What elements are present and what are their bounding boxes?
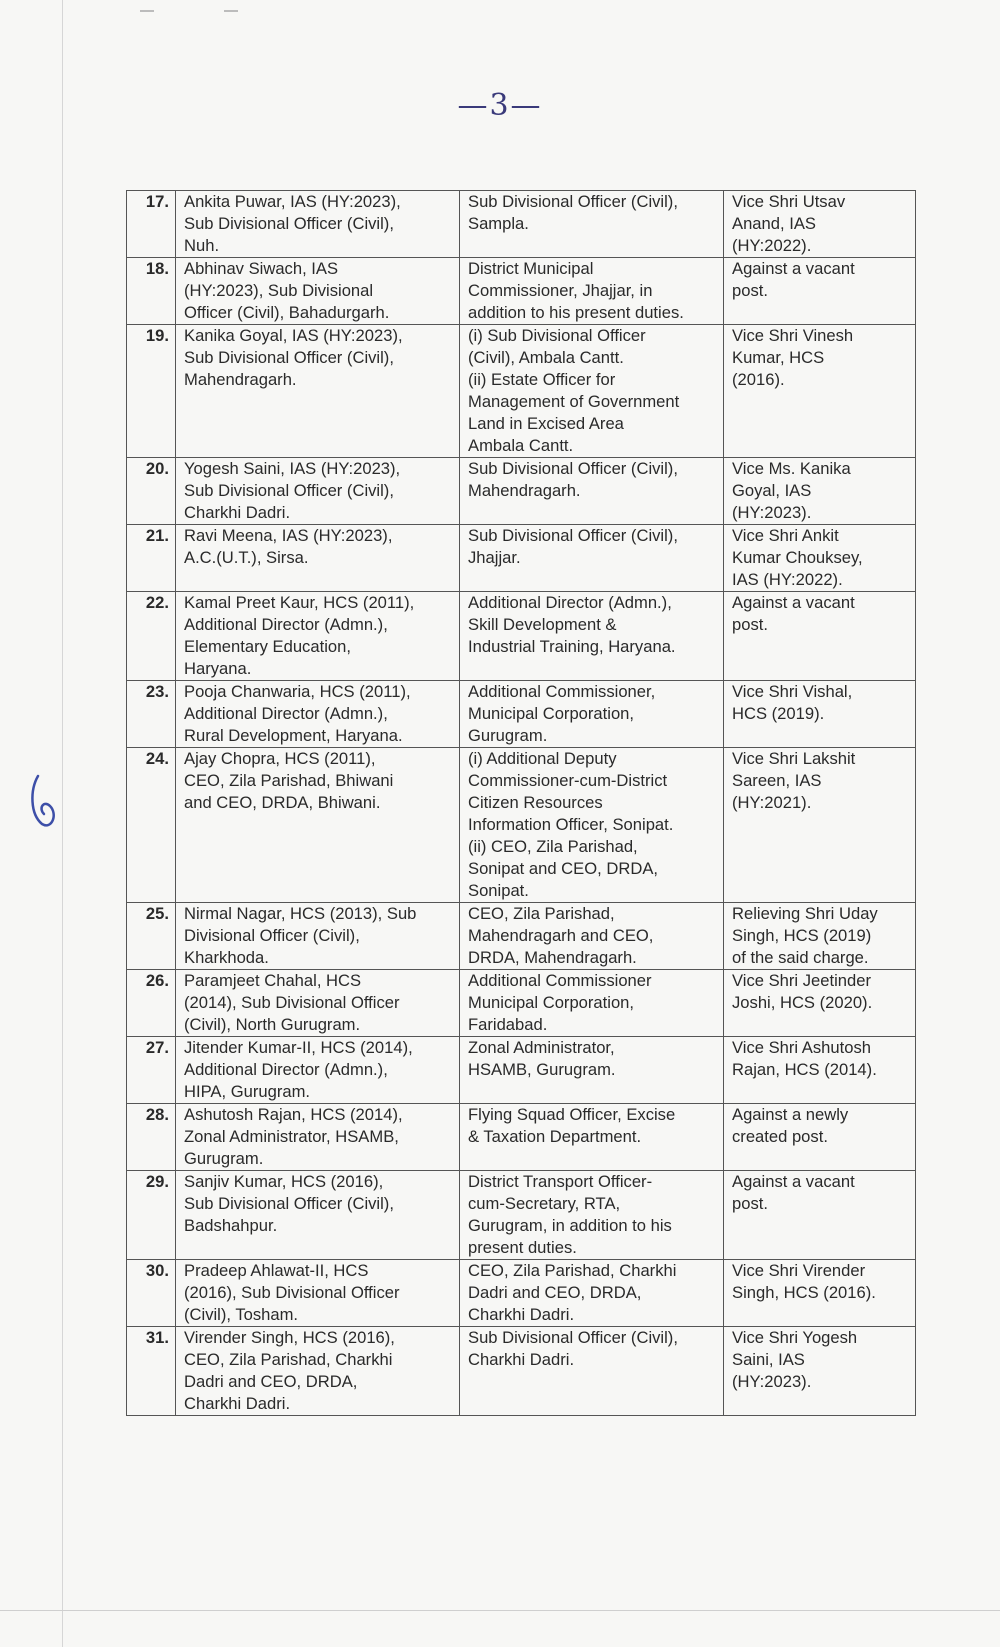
serial-number-cell: 24. — [127, 748, 176, 903]
posting-cell: (i) Sub Divisional Officer (Civil), Ambala Cantt. (ii) Estate Officer for Management of Government Land in Excised Area Ambala Cantt. — [460, 325, 724, 458]
scan-mark-left — [140, 10, 154, 12]
posting-cell: Additional Director (Admn.), Skill Development & Industrial Training, Haryana. — [460, 592, 724, 681]
remarks-cell: Vice Shri Utsav Anand, IAS (HY:2022). — [724, 191, 916, 258]
officer-cell: Jitender Kumar-II, HCS (2014), Additional Director (Admn.), HIPA, Gurugram. — [176, 1037, 460, 1104]
remarks-cell: Vice Ms. Kanika Goyal, IAS (HY:2023). — [724, 458, 916, 525]
serial-number-cell: 25. — [127, 903, 176, 970]
serial-number-cell: 18. — [127, 258, 176, 325]
posting-cell: Sub Divisional Officer (Civil), Charkhi Dadri. — [460, 1327, 724, 1416]
table-row — [127, 1171, 916, 1260]
serial-number-cell: 17. — [127, 191, 176, 258]
table-row — [127, 458, 916, 525]
posting-table — [126, 190, 916, 1416]
officer-cell: Kanika Goyal, IAS (HY:2023), Sub Divisional Officer (Civil), Mahendragarh. — [176, 325, 460, 458]
officer-cell: Abhinav Siwach, IAS (HY:2023), Sub Divisional Officer (Civil), Bahadurgarh. — [176, 258, 460, 325]
posting-cell: Sub Divisional Officer (Civil), Mahendragarh. — [460, 458, 724, 525]
remarks-cell: Against a newly created post. — [724, 1104, 916, 1171]
serial-number-cell: 20. — [127, 458, 176, 525]
table-row — [127, 1104, 916, 1171]
posting-cell: (i) Additional Deputy Commissioner-cum-District Citizen Resources Information Officer, Sonipat. (ii) CEO, Zila Parishad, Sonipat and CEO, DRDA, Sonipat. — [460, 748, 724, 903]
officer-cell: Virender Singh, HCS (2016), CEO, Zila Parishad, Charkhi Dadri and CEO, DRDA, Charkhi Dadri. — [176, 1327, 460, 1416]
officer-cell: Yogesh Saini, IAS (HY:2023), Sub Divisional Officer (Civil), Charkhi Dadri. — [176, 458, 460, 525]
serial-number-cell: 27. — [127, 1037, 176, 1104]
table-row — [127, 1327, 916, 1416]
remarks-cell: Against a vacant post. — [724, 592, 916, 681]
remarks-cell: Vice Shri Vishal, HCS (2019). — [724, 681, 916, 748]
serial-number-cell: 21. — [127, 525, 176, 592]
posting-cell: District Transport Officer- cum-Secretary, RTA, Gurugram, in addition to his present duties. — [460, 1171, 724, 1260]
serial-number-cell: 31. — [127, 1327, 176, 1416]
table-row — [127, 1260, 916, 1327]
posting-cell: Flying Squad Officer, Excise & Taxation Department. — [460, 1104, 724, 1171]
table-row — [127, 748, 916, 903]
officer-cell: Nirmal Nagar, HCS (2013), Sub Divisional Officer (Civil), Kharkhoda. — [176, 903, 460, 970]
handwritten-margin-mark — [28, 770, 62, 830]
officer-cell: Ajay Chopra, HCS (2011), CEO, Zila Parishad, Bhiwani and CEO, DRDA, Bhiwani. — [176, 748, 460, 903]
posting-cell: Sub Divisional Officer (Civil), Sampla. — [460, 191, 724, 258]
posting-cell: Sub Divisional Officer (Civil), Jhajjar. — [460, 525, 724, 592]
officer-cell: Pooja Chanwaria, HCS (2011), Additional Director (Admn.), Rural Development, Haryana. — [176, 681, 460, 748]
officer-cell: Ravi Meena, IAS (HY:2023), A.C.(U.T.), Sirsa. — [176, 525, 460, 592]
remarks-cell: Vice Shri Lakshit Sareen, IAS (HY:2021). — [724, 748, 916, 903]
posting-cell: Additional Commissioner, Municipal Corporation, Gurugram. — [460, 681, 724, 748]
officer-cell: Pradeep Ahlawat-II, HCS (2016), Sub Divisional Officer (Civil), Tosham. — [176, 1260, 460, 1327]
remarks-cell: Vice Shri Jeetinder Joshi, HCS (2020). — [724, 970, 916, 1037]
table-row — [127, 525, 916, 592]
remarks-cell: Relieving Shri Uday Singh, HCS (2019) of the said charge. — [724, 903, 916, 970]
remarks-cell: Vice Shri Vinesh Kumar, HCS (2016). — [724, 325, 916, 458]
officer-cell: Kamal Preet Kaur, HCS (2011), Additional Director (Admn.), Elementary Education, Haryana. — [176, 592, 460, 681]
scan-mark-right — [224, 10, 238, 12]
scan-edge-line — [62, 0, 63, 1647]
serial-number-cell: 19. — [127, 325, 176, 458]
officer-cell: Paramjeet Chahal, HCS (2014), Sub Divisional Officer (Civil), North Gurugram. — [176, 970, 460, 1037]
table-row — [127, 258, 916, 325]
serial-number-cell: 29. — [127, 1171, 176, 1260]
officer-cell: Ankita Puwar, IAS (HY:2023), Sub Divisional Officer (Civil), Nuh. — [176, 191, 460, 258]
remarks-cell: Vice Shri Virender Singh, HCS (2016). — [724, 1260, 916, 1327]
table-row — [127, 191, 916, 258]
posting-cell: CEO, Zila Parishad, Charkhi Dadri and CEO, DRDA, Charkhi Dadri. — [460, 1260, 724, 1327]
officer-cell: Sanjiv Kumar, HCS (2016), Sub Divisional Officer (Civil), Badshahpur. — [176, 1171, 460, 1260]
serial-number-cell: 22. — [127, 592, 176, 681]
serial-number-cell: 30. — [127, 1260, 176, 1327]
posting-cell: District Municipal Commissioner, Jhajjar, in addition to his present duties. — [460, 258, 724, 325]
posting-cell: Zonal Administrator, HSAMB, Gurugram. — [460, 1037, 724, 1104]
serial-number-cell: 23. — [127, 681, 176, 748]
remarks-cell: Against a vacant post. — [724, 1171, 916, 1260]
table-row — [127, 325, 916, 458]
scan-bottom-edge — [0, 1610, 1000, 1611]
table-row — [127, 970, 916, 1037]
table-row — [127, 681, 916, 748]
remarks-cell: Against a vacant post. — [724, 258, 916, 325]
posting-cell: CEO, Zila Parishad, Mahendragarh and CEO, DRDA, Mahendragarh. — [460, 903, 724, 970]
page-number: —3— — [457, 88, 543, 123]
officer-cell: Ashutosh Rajan, HCS (2014), Zonal Administrator, HSAMB, Gurugram. — [176, 1104, 460, 1171]
remarks-cell: Vice Shri Ankit Kumar Chouksey, IAS (HY:2022). — [724, 525, 916, 592]
remarks-cell: Vice Shri Yogesh Saini, IAS (HY:2023). — [724, 1327, 916, 1416]
serial-number-cell: 26. — [127, 970, 176, 1037]
remarks-cell: Vice Shri Ashutosh Rajan, HCS (2014). — [724, 1037, 916, 1104]
serial-number-cell: 28. — [127, 1104, 176, 1171]
table-row — [127, 1037, 916, 1104]
table-row — [127, 903, 916, 970]
posting-cell: Additional Commissioner Municipal Corporation, Faridabad. — [460, 970, 724, 1037]
table-row — [127, 592, 916, 681]
